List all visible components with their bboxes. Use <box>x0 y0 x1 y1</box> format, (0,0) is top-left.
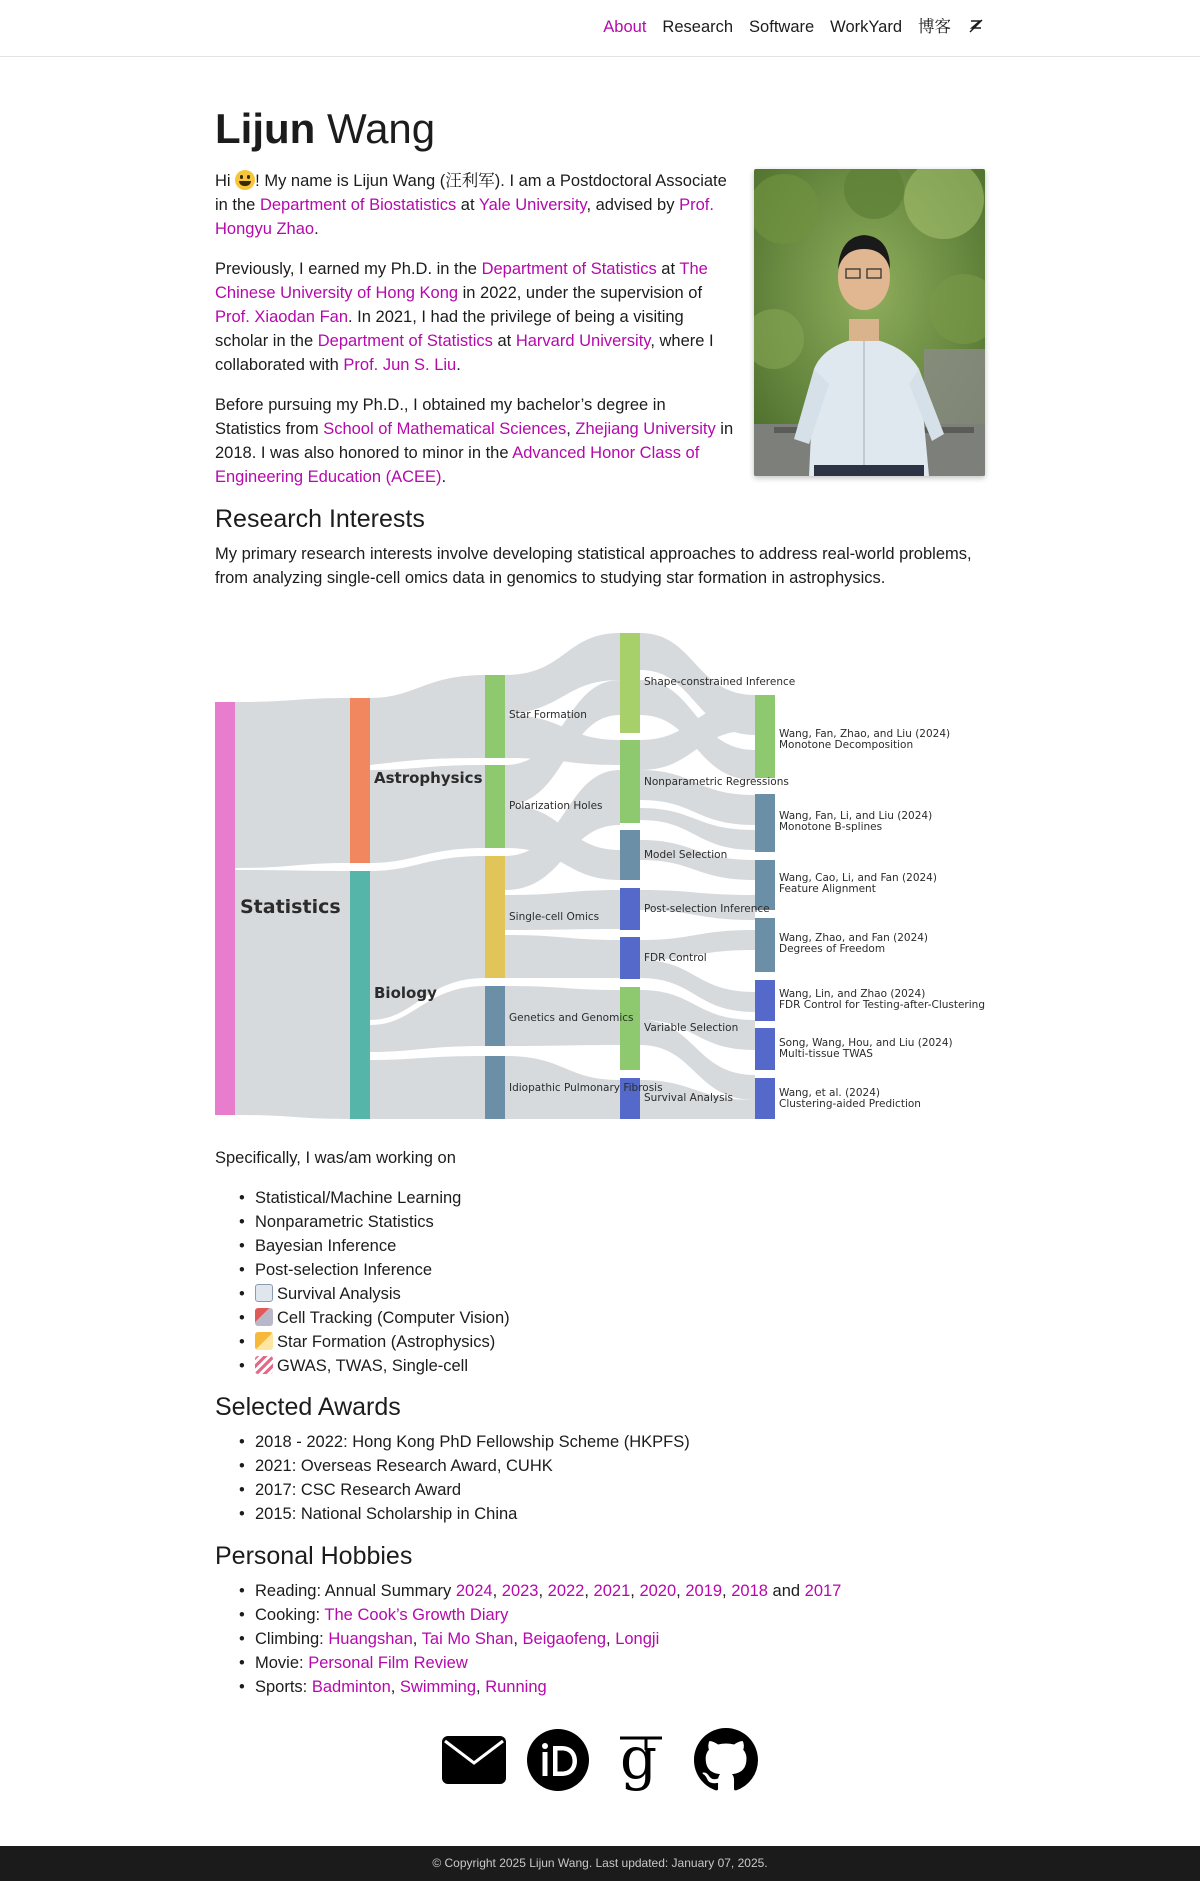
link-hongyu-zhao[interactable]: Prof. Hongyu Zhao <box>215 196 714 238</box>
link-acee[interactable]: Advanced Honor Class of Engineering Education (ACEE) <box>215 444 700 486</box>
label-fdr: FDR Control <box>644 952 707 964</box>
link-jun-liu[interactable]: Prof. Jun S. Liu <box>343 356 457 374</box>
hobbies-heading: Personal Hobbies <box>215 1542 413 1570</box>
node-post-selection <box>620 888 640 930</box>
list-item: • 2018 - 2022: Hong Kong PhD Fellowship Scheme (HKPFS) <box>215 1430 690 1454</box>
list-item: • Reading: Annual Summary 2024, 2023, 2022, 2021, 2020, 2019, 2018 and 2017 <box>215 1579 841 1603</box>
link-reading-2020[interactable]: 2020 <box>639 1582 677 1600</box>
paper-4-authors: Wang, Zhao, and Fan (2024) <box>779 932 929 944</box>
nav-item-about[interactable]: About <box>603 18 647 36</box>
label-variable-selection: Variable Selection <box>644 1022 739 1034</box>
nav-item-workyard[interactable]: WorkYard <box>830 18 902 36</box>
link-badminton[interactable]: Badminton <box>311 1678 391 1696</box>
paper-1-authors: Wang, Fan, Zhao, and Liu (2024) <box>779 728 951 740</box>
list-item: • 2017: CSC Research Award <box>215 1478 690 1502</box>
label-genetics: Genetics and Genomics <box>509 1012 634 1024</box>
node-genetics <box>485 986 505 1046</box>
svg-text:g: g <box>620 1728 658 1792</box>
label-model-selection: Model Selection <box>644 849 728 861</box>
paper-5-title: FDR Control for Testing-after-Clustering <box>779 999 985 1011</box>
link-beigaofeng[interactable]: Beigaofeng <box>522 1630 607 1648</box>
node-astrophysics <box>350 698 370 863</box>
node-single-cell <box>485 856 505 978</box>
awards-list <box>215 1430 690 1526</box>
link-reading-2019[interactable]: 2019 <box>685 1582 723 1600</box>
hospital-icon <box>255 1284 273 1302</box>
list-item: • Cell Tracking (Computer Vision) <box>215 1306 510 1330</box>
link-reading-2021[interactable]: 2021 <box>593 1582 631 1600</box>
first-name: Lijun <box>215 105 316 152</box>
node-ipf <box>485 1056 505 1119</box>
list-item: • Statistical/Machine Learning <box>215 1186 510 1210</box>
link-cuhk[interactable]: The Chinese University of Hong Kong <box>215 260 708 302</box>
bio-paragraph-3: Before pursuing my Ph.D., I obtained my bachelor’s degree in Statistics from School of Mathematical Sciences, Zhejiang University in 2018. I was also honored to minor in the Advanced Honor Class of Engineering Education (ACEE). <box>215 396 734 486</box>
list-item: • Cooking: The Cook’s Growth Diary <box>215 1603 841 1627</box>
link-swimming[interactable]: Swimming <box>399 1678 477 1696</box>
label-shape: Shape-constrained Inference <box>644 676 796 688</box>
page-title <box>215 103 435 155</box>
profile-photo <box>754 169 985 476</box>
label-polarization-holes: Polarization Holes <box>509 800 603 812</box>
node-paper-1 <box>755 695 775 778</box>
link-reading-2022[interactable]: 2022 <box>547 1582 585 1600</box>
link-dept-statistics-cuhk[interactable]: Department of Statistics <box>481 260 657 278</box>
social-links <box>0 1725 1200 1795</box>
nav-item-software[interactable]: Software <box>749 18 815 36</box>
link-zju[interactable]: Zhejiang University <box>575 420 716 438</box>
paper-7-title: Clustering-aided Prediction <box>779 1098 921 1110</box>
link-huangshan[interactable]: Huangshan <box>328 1630 413 1648</box>
link-dept-statistics-harvard[interactable]: Department of Statistics <box>317 332 493 350</box>
list-item: • 2021: Overseas Research Award, CUHK <box>215 1454 690 1478</box>
paper-6-title: Multi-tissue TWAS <box>779 1048 873 1060</box>
awards-heading: Selected Awards <box>215 1393 401 1421</box>
microscope-icon <box>255 1308 273 1326</box>
node-paper-4 <box>755 918 775 972</box>
label-nonparam: Nonparametric Regressions <box>644 776 789 788</box>
list-item: • Bayesian Inference <box>215 1234 510 1258</box>
label-post-selection: Post-selection Inference <box>644 903 770 915</box>
list-item: • GWAS, TWAS, Single-cell <box>215 1354 510 1378</box>
label-astrophysics: Astrophysics <box>374 769 483 787</box>
dna-icon <box>255 1356 273 1374</box>
label-statistics: Statistics <box>240 896 341 918</box>
link-film-review[interactable]: Personal Film Review <box>308 1654 468 1672</box>
research-intro: My primary research interests involve developing statistical approaches to address real-world problems, from analyzing single-cell omics data in genomics to studying star formation in astrophysics. <box>215 545 972 587</box>
list-item: • 2015: National Scholarship in China <box>215 1502 690 1526</box>
list-item: • Survival Analysis <box>215 1282 510 1306</box>
list-item: • Sports: Badminton, Swimming, Running <box>215 1675 841 1699</box>
label-ipf: Idiopathic Pulmonary Fibrosis <box>509 1082 663 1094</box>
paper-3-title: Feature Alignment <box>779 883 876 895</box>
research-topics-list <box>215 1186 510 1378</box>
node-star-formation <box>485 675 505 758</box>
smile-emoji-icon <box>235 170 255 190</box>
link-longji[interactable]: Longji <box>615 1630 660 1648</box>
paper-7-authors: Wang, et al. (2024) <box>779 1087 880 1099</box>
link-tai-mo-shan[interactable]: Tai Mo Shan <box>421 1630 514 1648</box>
node-biology <box>350 871 370 1119</box>
email-icon[interactable] <box>439 1725 509 1795</box>
paper-5-authors: Wang, Lin, and Zhao (2024) <box>779 988 926 1000</box>
bio-paragraph-2: Previously, I earned my Ph.D. in the Department of Statistics at The Chinese University of Hong Kong in 2022, under the supervision of Prof. Xiaodan Fan. In 2021, I had the privilege of being a visiting scholar in the Department of Statistics at Harvard University, where I collaborated with Prof. Jun S. Liu. <box>215 260 714 374</box>
node-shape <box>620 633 640 733</box>
node-fdr <box>620 937 640 979</box>
hobbies-list <box>215 1579 841 1699</box>
node-paper-7 <box>755 1078 775 1119</box>
list-item: • Nonparametric Statistics <box>215 1210 510 1234</box>
link-reading-2024[interactable]: 2024 <box>455 1582 493 1600</box>
footer <box>0 1846 1200 1881</box>
node-paper-6 <box>755 1028 775 1070</box>
link-xiaodan-fan[interactable]: Prof. Xiaodan Fan <box>215 308 348 326</box>
label-survival: Survival Analysis <box>644 1092 733 1104</box>
paper-4-title: Degrees of Freedom <box>779 943 886 955</box>
research-sankey-diagram <box>215 620 985 1130</box>
node-nonparam <box>620 740 640 823</box>
paper-2-title: Monotone B-splines <box>779 821 883 833</box>
list-item: • Star Formation (Astrophysics) <box>215 1330 510 1354</box>
link-cooking[interactable]: The Cook’s Growth Diary <box>324 1606 509 1624</box>
link-reading-2018[interactable]: 2018 <box>731 1582 768 1600</box>
node-variable-selection <box>620 987 640 1070</box>
google-scholar-icon[interactable] <box>607 1725 677 1795</box>
link-running[interactable]: Running <box>485 1678 547 1696</box>
list-item: • Post-selection Inference <box>215 1258 510 1282</box>
link-school-math[interactable]: School of Mathematical Sciences <box>323 420 567 438</box>
footer-copyright: © Copyright 2025 Lijun Wang. Last updated: January 07, 2025. <box>432 1856 768 1870</box>
paper-2-authors: Wang, Fan, Li, and Liu (2024) <box>779 810 933 822</box>
link-reading-2023[interactable]: 2023 <box>501 1582 539 1600</box>
last-name: Wang <box>326 105 436 152</box>
orcid-icon[interactable] <box>523 1725 593 1795</box>
link-harvard[interactable]: Harvard University <box>515 332 651 350</box>
link-reading-2017[interactable]: 2017 <box>804 1582 842 1600</box>
paper-6-authors: Song, Wang, Hou, and Liu (2024) <box>779 1037 953 1049</box>
research-heading: Research Interests <box>215 505 425 533</box>
paper-3-authors: Wang, Cao, Li, and Fan (2024) <box>779 872 937 884</box>
top-navbar <box>0 0 1200 57</box>
paper-1-title: Monotone Decomposition <box>779 739 914 751</box>
list-item: • Climbing: Huangshan, Tai Mo Shan, Beigaofeng, Longji <box>215 1627 841 1651</box>
link-yale[interactable]: Yale University <box>478 196 587 214</box>
shooting-star-icon <box>255 1332 273 1350</box>
list-item: • Movie: Personal Film Review <box>215 1651 841 1675</box>
node-model-selection <box>620 830 640 880</box>
label-biology: Biology <box>374 984 437 1002</box>
node-paper-5 <box>755 980 775 1021</box>
node-statistics <box>215 702 235 1115</box>
label-star-formation: Star Formation <box>509 709 587 721</box>
github-icon[interactable] <box>691 1725 761 1795</box>
working-on-intro: Specifically, I was/am working on <box>215 1149 456 1167</box>
label-single-cell: Single-cell Omics <box>509 911 600 923</box>
theme-toggle-icon[interactable] <box>967 17 985 42</box>
nav-item-blog[interactable]: 博客 <box>918 18 951 36</box>
node-polarization-holes <box>485 765 505 848</box>
node-paper-2 <box>755 794 775 852</box>
nav-item-research[interactable]: Research <box>662 18 734 36</box>
nav-menu <box>603 15 985 42</box>
bio-paragraph-1: Hi ! My name is Lijun Wang (汪利军). I am a Postdoctoral Associate in the Department of Biostatistics at Yale University, advised by Prof. Hongyu Zhao. <box>215 172 727 238</box>
link-dept-biostatistics[interactable]: Department of Biostatistics <box>259 196 457 214</box>
